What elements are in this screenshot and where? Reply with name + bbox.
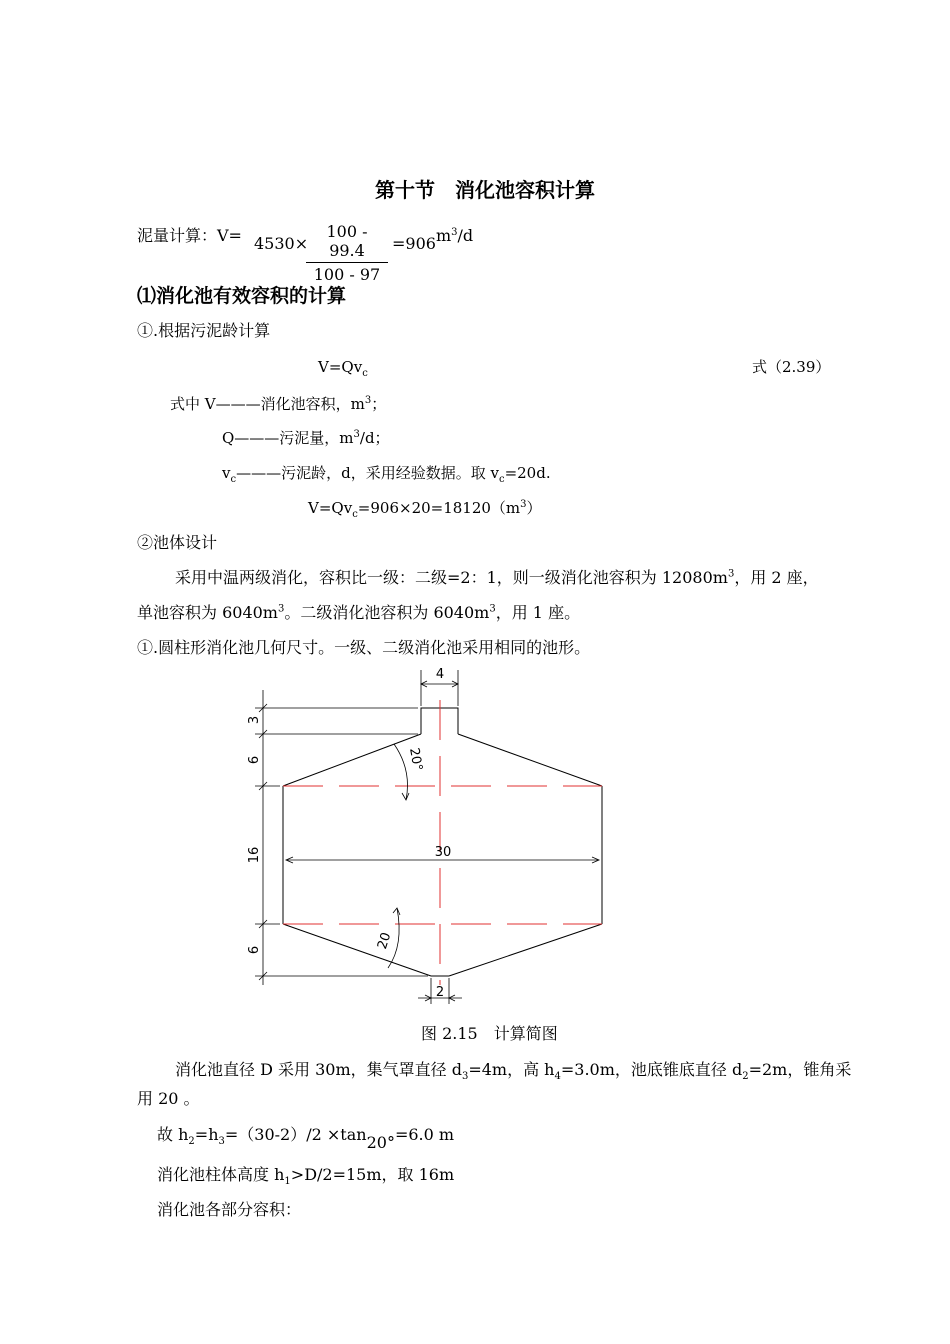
digester-diagram bbox=[235, 660, 625, 1010]
eq1-s1: 2 bbox=[188, 1136, 195, 1148]
para1-line2 bbox=[137, 603, 580, 623]
def-v bbox=[170, 394, 386, 414]
dim-angle-top: 20° bbox=[406, 746, 425, 773]
para1-l1a: 采用中温两级消化，容积比一级：二级=2：1，则一级消化池容积为 12080m bbox=[175, 568, 728, 587]
para1-l2a: 单池容积为 6040m bbox=[137, 603, 278, 622]
eq1-b: =h bbox=[194, 1125, 219, 1144]
item-cylinder-geometry: ①.圆柱形消化池几何尺寸。一级、二级消化池采用相同的池形。 bbox=[137, 638, 591, 657]
para2-s1: 3 bbox=[461, 1071, 469, 1083]
fraction-denominator: 100 - 97 bbox=[313, 265, 381, 284]
def-vc-tail: =20d. bbox=[504, 464, 551, 482]
dim-upper-cone: 6 bbox=[247, 755, 262, 765]
fraction-bar bbox=[306, 262, 388, 263]
dim-lower-cone: 6 bbox=[247, 945, 262, 955]
calc-tail: ） bbox=[526, 499, 542, 517]
lower-cone-left bbox=[283, 924, 431, 976]
def-v-tail: ； bbox=[371, 395, 387, 413]
para1-line1 bbox=[175, 568, 819, 588]
calc-result bbox=[308, 498, 542, 518]
calc-sub: c bbox=[352, 509, 358, 520]
def-vc-mid: ———污泥龄，d，采用经验数据。取 v bbox=[236, 464, 499, 482]
formula-v-text: V=Qv bbox=[318, 358, 363, 376]
def-v-text: 式中 V———消化池容积，m bbox=[170, 395, 365, 413]
dim-cylinder: 16 bbox=[247, 846, 262, 864]
para2-line2: 用 20 。 bbox=[137, 1089, 200, 1108]
eq2-s1: 1 bbox=[284, 1176, 291, 1188]
section-heading-1: ⑴消化池有效容积的计算 bbox=[137, 285, 347, 307]
sludge-result bbox=[392, 226, 474, 254]
para1-l2-sup2: 3 bbox=[489, 603, 496, 615]
def-q-tail: /d； bbox=[359, 429, 390, 447]
dim-top-width: 4 bbox=[435, 667, 445, 682]
para1-l2-sup: 3 bbox=[277, 603, 285, 615]
def-vc-sub2: c bbox=[498, 474, 505, 485]
dim-bottom-width: 2 bbox=[435, 985, 445, 1000]
formula-v-sub: c bbox=[362, 368, 368, 379]
para2-c: =3.0m，池底锥底直径 d bbox=[560, 1060, 743, 1079]
formula-v bbox=[318, 357, 368, 377]
para1-l1-sup: 3 bbox=[727, 568, 735, 580]
item-tank-design: ②池体设计 bbox=[137, 533, 218, 552]
dim-hood-height: 3 bbox=[247, 715, 262, 725]
sludge-result-value: =906 bbox=[392, 234, 436, 253]
eq-part-volumes: 消化池各部分容积： bbox=[157, 1200, 302, 1219]
upper-cone-right bbox=[458, 734, 602, 786]
item-sludge-age: ①.根据污泥龄计算 bbox=[137, 321, 271, 340]
para2-line1 bbox=[175, 1060, 852, 1083]
unit-sup: 3 bbox=[451, 226, 458, 238]
eq1-s2: 3 bbox=[218, 1136, 225, 1148]
para2-b: =4m，高 h bbox=[468, 1060, 555, 1079]
calc-pre: V=Qv bbox=[308, 499, 353, 517]
para1-l2b: 。二级消化池容积为 6040m bbox=[284, 603, 490, 622]
calc-mid: =906×20=18120（m bbox=[357, 499, 521, 517]
dim-angle-bottom: 20 bbox=[374, 930, 395, 952]
eq1-angle: 20° bbox=[366, 1133, 395, 1152]
section-title: 第十节 消化池容积计算 bbox=[375, 178, 595, 202]
formula-ref: 式（2.39） bbox=[752, 358, 831, 376]
def-vc bbox=[222, 463, 551, 483]
fraction-numerator: 100 - 99.4 bbox=[326, 222, 368, 260]
angle-arc-top bbox=[394, 744, 408, 800]
unit-tail: /d bbox=[457, 226, 474, 245]
unit-m: m bbox=[435, 226, 452, 245]
eq-cone-height bbox=[157, 1125, 455, 1152]
figure-caption: 图 2.15 计算简图 bbox=[421, 1024, 558, 1043]
tank-outline bbox=[283, 708, 602, 976]
sludge-base: 4530× bbox=[254, 234, 309, 253]
eq1-c: =（30-2）/2 ×tan bbox=[224, 1125, 367, 1144]
para1-l2c: ，用 1 座。 bbox=[495, 603, 581, 622]
eq2-a: 消化池柱体高度 h bbox=[157, 1165, 285, 1184]
left-dimension-chain bbox=[255, 690, 428, 985]
dim-diameter: 30 bbox=[434, 845, 452, 860]
para1-l1b: ，用 2 座， bbox=[734, 568, 819, 587]
sludge-fraction bbox=[306, 222, 388, 284]
def-q-text: Q———污泥量，m bbox=[222, 429, 354, 447]
eq2-b: >D/2=15m，取 16m bbox=[290, 1165, 455, 1184]
para2-s2: 4 bbox=[554, 1071, 561, 1083]
upper-cone-left bbox=[283, 734, 421, 786]
centerlines bbox=[283, 700, 602, 985]
eq-cylinder-height bbox=[157, 1165, 455, 1188]
def-vc-pre: v bbox=[222, 464, 231, 482]
sludge-label: 泥量计算：V= bbox=[137, 226, 242, 245]
def-q bbox=[222, 428, 390, 448]
def-v-sup: 3 bbox=[364, 395, 372, 406]
para2-s3: 2 bbox=[742, 1071, 749, 1083]
eq1-a: 故 h bbox=[157, 1125, 189, 1144]
calc-sup: 3 bbox=[520, 499, 527, 510]
eq1-d: =6.0 m bbox=[394, 1125, 455, 1144]
def-q-sup: 3 bbox=[353, 429, 360, 440]
para2-d: =2m，锥角采 bbox=[748, 1060, 852, 1079]
para2-a: 消化池直径 D 采用 30m，集气罩直径 d bbox=[175, 1060, 462, 1079]
def-vc-sub: c bbox=[230, 474, 237, 485]
lower-cone-right bbox=[449, 924, 602, 976]
